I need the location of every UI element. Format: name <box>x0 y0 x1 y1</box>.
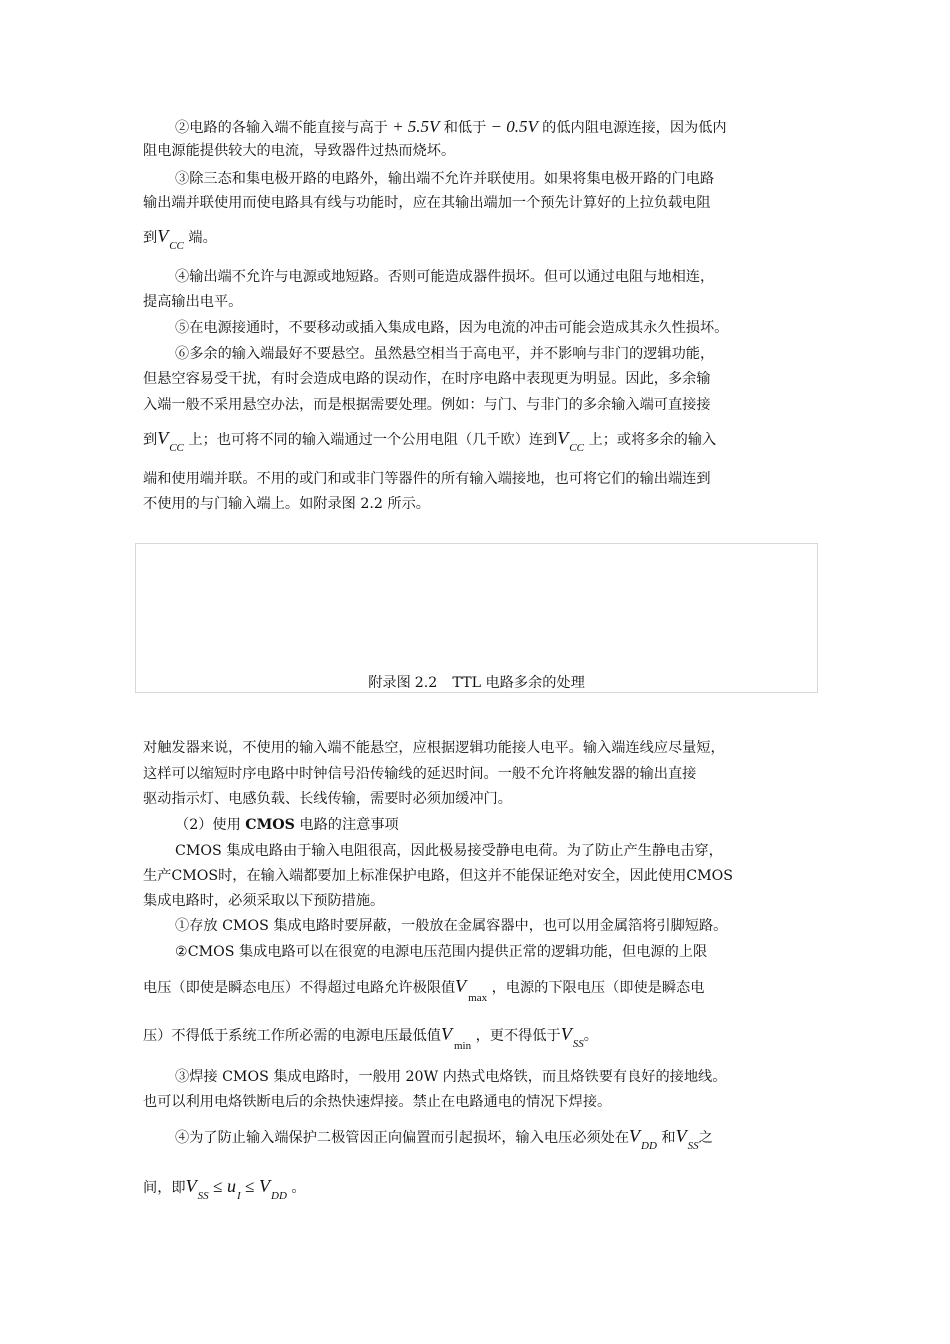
text: ④输出端不允许与电源或地短路。否则可能造成器件损坏。但可以通过电阻与地相连， <box>175 269 715 285</box>
vcc-subscript: CC <box>169 442 184 454</box>
item-6-line-1 <box>175 344 714 364</box>
ui-symbol: u <box>226 1176 236 1196</box>
section-heading <box>175 815 399 835</box>
section-title-rest: 电路的注意事项 <box>299 817 399 833</box>
text: 间，即 <box>143 1180 186 1196</box>
cmos-item-4-line-1 <box>175 1126 713 1152</box>
text: 和低于 <box>443 120 487 136</box>
vcc-subscript: CC <box>169 240 184 252</box>
vdd-subscript: DD <box>271 1190 287 1202</box>
figure-caption <box>136 674 817 692</box>
item-3-line-3 <box>143 226 217 252</box>
text: 这样可以缩短时序电路中时钟信号沿传输线的延迟时间。一般不允许将触发器的输出直接 <box>143 766 697 782</box>
text: 的低内阻电源连接，因为低内 <box>542 120 727 136</box>
item-3-line-2 <box>143 193 711 213</box>
cmos-item-2-line-2 <box>143 976 705 1004</box>
item-6-line-2 <box>143 369 711 389</box>
le-symbol: ≤ <box>213 1177 223 1196</box>
text: 驱动指示灯、电感负载、长线传输，需要时必须加缓冲门。 <box>143 791 512 807</box>
cmos-line-1 <box>175 841 723 861</box>
text: ③除三态和集电极开路的电路外，输出端不允许并联使用。如果将集电极开路的门电路 <box>175 171 715 187</box>
text: ⑤在电源接通时，不要移动或插入集成电路，因为电流的冲击可能会造成其永久性损坏。 <box>175 320 729 336</box>
text: 阻电源能提供较大的电流，导致器件过热而烧坏。 <box>143 143 456 159</box>
text: 但悬空容易受干扰，有时会造成电路的误动作，在时序电路中表现更为明显。因此，多余输 <box>143 371 711 387</box>
cmos-item-2-line-1 <box>175 942 707 962</box>
text: 电压（即使是瞬态电压）不得超过电路允许极限值 <box>143 980 456 996</box>
text: 上；也可将不同的输入端通过一个公用电阻（几千欧）连到 <box>188 432 558 448</box>
text: 对触发器来说，不使用的输入端不能悬空，应根据逻辑功能接人电平。输入端连线应尽量短， <box>143 740 725 756</box>
text: 到 <box>143 230 158 246</box>
caption-label: 附录图 <box>368 675 411 691</box>
vmax-subscript: max <box>468 992 488 1004</box>
text: 生产CMOS时，在输入端都要加上标准保护电路，但这并不能保证绝对安全，因此使用CMOS <box>143 868 734 884</box>
cmos-item-3-line-2 <box>143 1092 611 1112</box>
trigger-line-3 <box>143 789 512 809</box>
text: 之 <box>698 1130 713 1146</box>
item-2-line-1 <box>175 117 727 137</box>
text: 提高输出电平。 <box>143 294 243 310</box>
text: 端和使用端并联。不用的或门和或非门等器件的所有输入端接地，也可将它们的输出端连到 <box>143 471 711 487</box>
text: ，更不得低于 <box>475 1028 561 1044</box>
item-2-line-2 <box>143 141 455 161</box>
vdd-symbol: V <box>629 1126 641 1146</box>
item-6-line-5 <box>143 469 711 489</box>
text: 不使用的与门输入端上。如附录图 2.2 所示。 <box>143 496 430 512</box>
cmos-item-3-line-1 <box>175 1067 726 1087</box>
cmos-line-2 <box>143 866 733 886</box>
vcc-symbol: V <box>157 428 169 448</box>
text: 和 <box>661 1130 676 1146</box>
text: 。 <box>291 1180 306 1196</box>
text: 入端一般不采用悬空办法，而是根据需要处理。例如：与门、与非门的多余输入端可直接接 <box>143 397 711 413</box>
vmin-subscript: min <box>453 1040 472 1052</box>
vmax-symbol: V <box>455 976 467 996</box>
text: ①存放 CMOS 集成电路时要屏蔽，一般放在金属容器中，也可以用金属箔将引脚短路。 <box>175 918 728 934</box>
item-4-line-2 <box>143 292 242 312</box>
voltage-low: − 0.5V <box>490 117 538 136</box>
vss-symbol: V <box>560 1024 572 1044</box>
item-6-line-6 <box>143 494 430 514</box>
item-6-line-4 <box>143 428 717 454</box>
item-6-line-3 <box>143 395 711 415</box>
caption-text: TTL 电路多余的处理 <box>452 675 585 691</box>
vss-subscript: SS <box>572 1038 584 1050</box>
cmos-item-1 <box>175 916 727 936</box>
text: ⑥多余的输入端最好不要悬空。虽然悬空相当于高电平，并不影响与非门的逻辑功能， <box>175 346 715 362</box>
vcc-symbol: V <box>157 226 169 246</box>
text: ④为了防止输入端保护二极管因正向偏置而引起损坏，输入电压必须处在 <box>175 1130 630 1146</box>
vmin-symbol: V <box>440 1024 452 1044</box>
section-title: CMOS <box>245 817 295 833</box>
text: ，电源的下限电压（即使是瞬态电 <box>491 980 705 996</box>
text: ②CMOS 集成电路可以在很宽的电源电压范围内提供正常的逻辑功能，但电源的上限 <box>175 944 708 960</box>
vss-subscript: SS <box>687 1140 699 1152</box>
item-4-line-1 <box>175 267 714 287</box>
text: 也可以利用电烙铁断电后的余热快速焊接。禁止在电路通电的情况下焊接。 <box>143 1094 612 1110</box>
text: 到 <box>143 432 158 448</box>
item-5-line <box>175 318 728 338</box>
section-number: （2）使用 <box>175 817 241 833</box>
figure-2-2 <box>135 543 818 693</box>
vss-subscript: SS <box>197 1190 209 1202</box>
ui-subscript: I <box>236 1190 241 1202</box>
text: 上；或将多余的输入 <box>588 432 717 448</box>
item-3-line-1 <box>175 169 714 189</box>
vdd-subscript: DD <box>641 1140 657 1152</box>
cmos-item-4-line-2 <box>143 1176 306 1202</box>
text: ③焊接 CMOS 集成电路时，一般用 20W 内热式电烙铁，而且烙铁要有良好的接地线。 <box>175 1069 727 1085</box>
text: 。 <box>583 1028 598 1044</box>
vcc-symbol: V <box>557 428 569 448</box>
text: 压）不得低于系统工作所必需的电源电压最低值 <box>143 1028 441 1044</box>
vcc-subscript: CC <box>569 442 584 454</box>
text: CMOS 集成电路由于输入电阻很高，因此极易接受静电电荷。为了防止产生静电击穿， <box>175 843 723 859</box>
vss-symbol: V <box>185 1176 197 1196</box>
text: 集成电路时，必须采取以下预防措施。 <box>143 893 385 909</box>
vdd-symbol: V <box>259 1176 270 1196</box>
vss-symbol: V <box>675 1126 687 1146</box>
trigger-line-2 <box>143 764 696 784</box>
text: 输出端并联使用而使电路具有线与功能时，应在其输出端加一个预先计算好的上拉负载电阻 <box>143 195 711 211</box>
caption-number: 2.2 <box>414 675 438 691</box>
text: ②电路的各输入端不能直接与高于 <box>175 120 388 136</box>
voltage-high: + 5.5V <box>392 117 440 136</box>
text: 端。 <box>188 230 217 246</box>
le-symbol: ≤ <box>245 1177 255 1196</box>
cmos-line-3 <box>143 891 384 911</box>
trigger-line-1 <box>143 738 725 758</box>
cmos-item-2-line-3 <box>143 1024 598 1052</box>
